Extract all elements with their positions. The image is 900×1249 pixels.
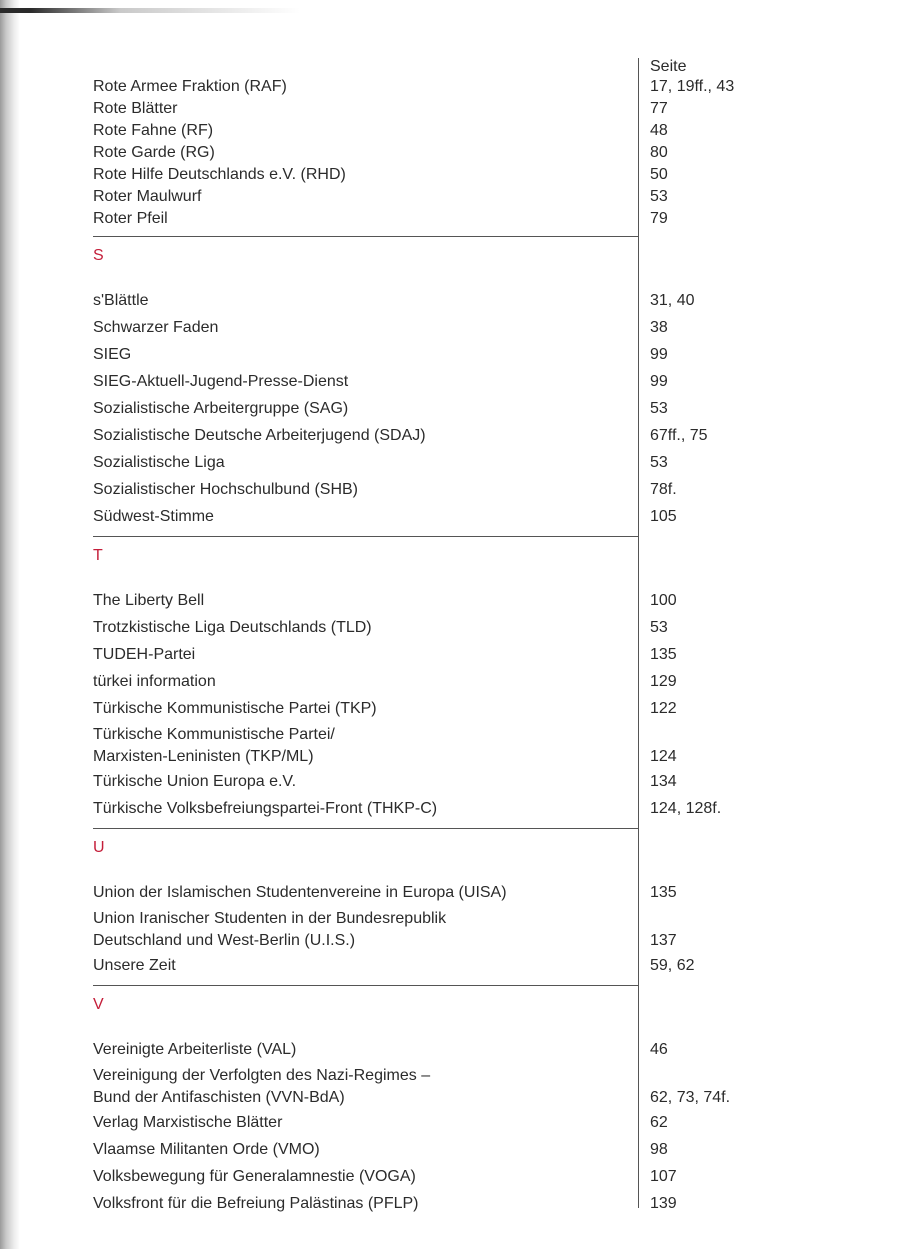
- entry-name: türkei information: [93, 673, 216, 690]
- index-entry: [93, 695, 753, 722]
- index-entry: [93, 879, 753, 906]
- section-entries: [93, 879, 753, 979]
- section-divider: [93, 828, 639, 829]
- entry-name: SIEG-Aktuell-Jugend-Presse-Dienst: [93, 373, 349, 390]
- entry-name: Rote Fahne (RF): [93, 122, 214, 139]
- entry-name: Türkische Union Europa e.V.: [93, 773, 297, 790]
- index-block-r: [93, 76, 753, 230]
- index-entry: [93, 722, 753, 768]
- section-entries: [93, 587, 753, 822]
- entry-page: 79: [650, 210, 668, 227]
- entry-page: 122: [650, 700, 677, 717]
- index-entry: [93, 120, 753, 142]
- index-entry: [93, 1063, 753, 1109]
- index-section: [93, 994, 753, 1217]
- entry-page: 80: [650, 144, 668, 161]
- index-entry: [93, 503, 753, 530]
- entry-page: 62, 73, 74f.: [650, 1089, 731, 1106]
- entry-name: Roter Maulwurf: [93, 188, 202, 205]
- entry-name: Vereinigung der Verfolgten des Nazi-Regimes –: [93, 1067, 431, 1084]
- index-entry: [93, 449, 753, 476]
- entry-name: Rote Garde (RG): [93, 144, 215, 161]
- section-letter: S: [93, 247, 104, 264]
- index-entry: [93, 906, 753, 952]
- entry-page: 134: [650, 773, 677, 790]
- index-entry: [93, 952, 753, 979]
- entry-name: Türkische Kommunistische Partei/: [93, 726, 335, 743]
- entry-name: Rote Blätter: [93, 100, 178, 117]
- entry-name: Union der Islamischen Studentenvereine in Europa (UISA): [93, 884, 507, 901]
- entry-name: Rote Armee Fraktion (RAF): [93, 78, 287, 95]
- entry-page: 98: [650, 1141, 668, 1158]
- entry-name: Roter Pfeil: [93, 210, 168, 227]
- section-entries: [93, 287, 753, 530]
- page-column-header: [93, 58, 753, 76]
- index-entry: [93, 76, 753, 98]
- entry-page: 100: [650, 592, 677, 609]
- book-spine-shadow: [0, 0, 20, 1249]
- index-entry: [93, 476, 753, 503]
- index-sections: [93, 236, 753, 1217]
- entry-name: Türkische Volksbefreiungspartei-Front (THKP-C): [93, 800, 438, 817]
- section-letter: V: [93, 996, 104, 1013]
- entry-name: TUDEH-Partei: [93, 646, 196, 663]
- section-letter: T: [93, 547, 103, 564]
- section-letter: U: [93, 839, 105, 856]
- entry-page: 77: [650, 100, 668, 117]
- index-section: [93, 245, 753, 530]
- index-entry: [93, 1163, 753, 1190]
- index-entry: [93, 795, 753, 822]
- index-entry: [93, 341, 753, 368]
- entry-name: Vereinigte Arbeiterliste (VAL): [93, 1041, 297, 1058]
- entry-page: 53: [650, 454, 668, 471]
- index-entry: [93, 1109, 753, 1136]
- entry-name: Sozialistische Arbeitergruppe (SAG): [93, 400, 349, 417]
- entry-name: Vlaamse Militanten Orde (VMO): [93, 1141, 320, 1158]
- entry-page: 17, 19ff., 43: [650, 78, 735, 95]
- section-divider: [93, 985, 639, 986]
- index-list: [93, 58, 753, 1217]
- entry-page: 124: [650, 748, 677, 765]
- entry-name: Volksfront für die Befreiung Palästinas (PFLP): [93, 1195, 419, 1212]
- entry-page: 50: [650, 166, 668, 183]
- entry-page: 105: [650, 508, 677, 525]
- section-divider: [93, 236, 639, 237]
- page-top-edge: [0, 8, 300, 13]
- entry-page: 99: [650, 373, 668, 390]
- entry-page: 107: [650, 1168, 677, 1185]
- entry-name: Trotzkistische Liga Deutschlands (TLD): [93, 619, 372, 636]
- index-entry: [93, 587, 753, 614]
- entry-page: 53: [650, 400, 668, 417]
- index-section: [93, 545, 753, 822]
- index-entry: [93, 768, 753, 795]
- entry-name: Union Iranischer Studenten in der Bundesrepublik: [93, 910, 447, 927]
- entry-name: Sozialistischer Hochschulbund (SHB): [93, 481, 358, 498]
- entry-page: 124, 128f.: [650, 800, 722, 817]
- entry-name: Sozialistische Liga: [93, 454, 225, 471]
- entry-page: 53: [650, 188, 668, 205]
- page-label: Seite: [650, 58, 687, 75]
- entry-name: SIEG: [93, 346, 132, 363]
- index-section: [93, 837, 753, 979]
- index-entry: [93, 314, 753, 341]
- entry-name: Rote Hilfe Deutschlands e.V. (RHD): [93, 166, 346, 183]
- entry-page: 99: [650, 346, 668, 363]
- entry-name: Türkische Kommunistische Partei (TKP): [93, 700, 377, 717]
- index-entry: [93, 287, 753, 314]
- index-entry: [93, 614, 753, 641]
- entry-name: Schwarzer Faden: [93, 319, 219, 336]
- entry-name: The Liberty Bell: [93, 592, 205, 609]
- index-entry: [93, 1136, 753, 1163]
- entry-page: 135: [650, 884, 677, 901]
- entry-name-continued: Deutschland und West-Berlin (U.I.S.): [93, 932, 356, 949]
- entry-name: Südwest-Stimme: [93, 508, 214, 525]
- entry-page: 53: [650, 619, 668, 636]
- entry-page: 48: [650, 122, 668, 139]
- entry-page: 137: [650, 932, 677, 949]
- entry-page: 59, 62: [650, 957, 695, 974]
- entry-name: Volksbewegung für Generalamnestie (VOGA): [93, 1168, 416, 1185]
- entry-name-continued: Marxisten-Leninisten (TKP/ML): [93, 748, 314, 765]
- section-divider: [93, 536, 639, 537]
- entry-name-continued: Bund der Antifaschisten (VVN-BdA): [93, 1089, 345, 1106]
- index-entry: [93, 422, 753, 449]
- index-entry: [93, 142, 753, 164]
- index-entry: [93, 395, 753, 422]
- index-entry: [93, 668, 753, 695]
- index-entry: [93, 1190, 753, 1217]
- entry-name: Unsere Zeit: [93, 957, 176, 974]
- section-entries: [93, 1036, 753, 1217]
- entry-page: 31, 40: [650, 292, 695, 309]
- entry-page: 135: [650, 646, 677, 663]
- index-entry: [93, 186, 753, 208]
- index-entry: [93, 1036, 753, 1063]
- index-entry: [93, 368, 753, 395]
- entry-page: 38: [650, 319, 668, 336]
- index-entry: [93, 164, 753, 186]
- index-entry: [93, 641, 753, 668]
- entry-page: 139: [650, 1195, 677, 1212]
- index-entry: [93, 208, 753, 230]
- entry-name: Sozialistische Deutsche Arbeiterjugend (SDAJ): [93, 427, 426, 444]
- entry-page: 129: [650, 673, 677, 690]
- entry-name: s'Blättle: [93, 292, 149, 309]
- entry-page: 67ff., 75: [650, 427, 708, 444]
- entry-page: 62: [650, 1114, 668, 1131]
- entry-name: Verlag Marxistische Blätter: [93, 1114, 283, 1131]
- entry-page: 78f.: [650, 481, 677, 498]
- index-entry: [93, 98, 753, 120]
- entry-page: 46: [650, 1041, 668, 1058]
